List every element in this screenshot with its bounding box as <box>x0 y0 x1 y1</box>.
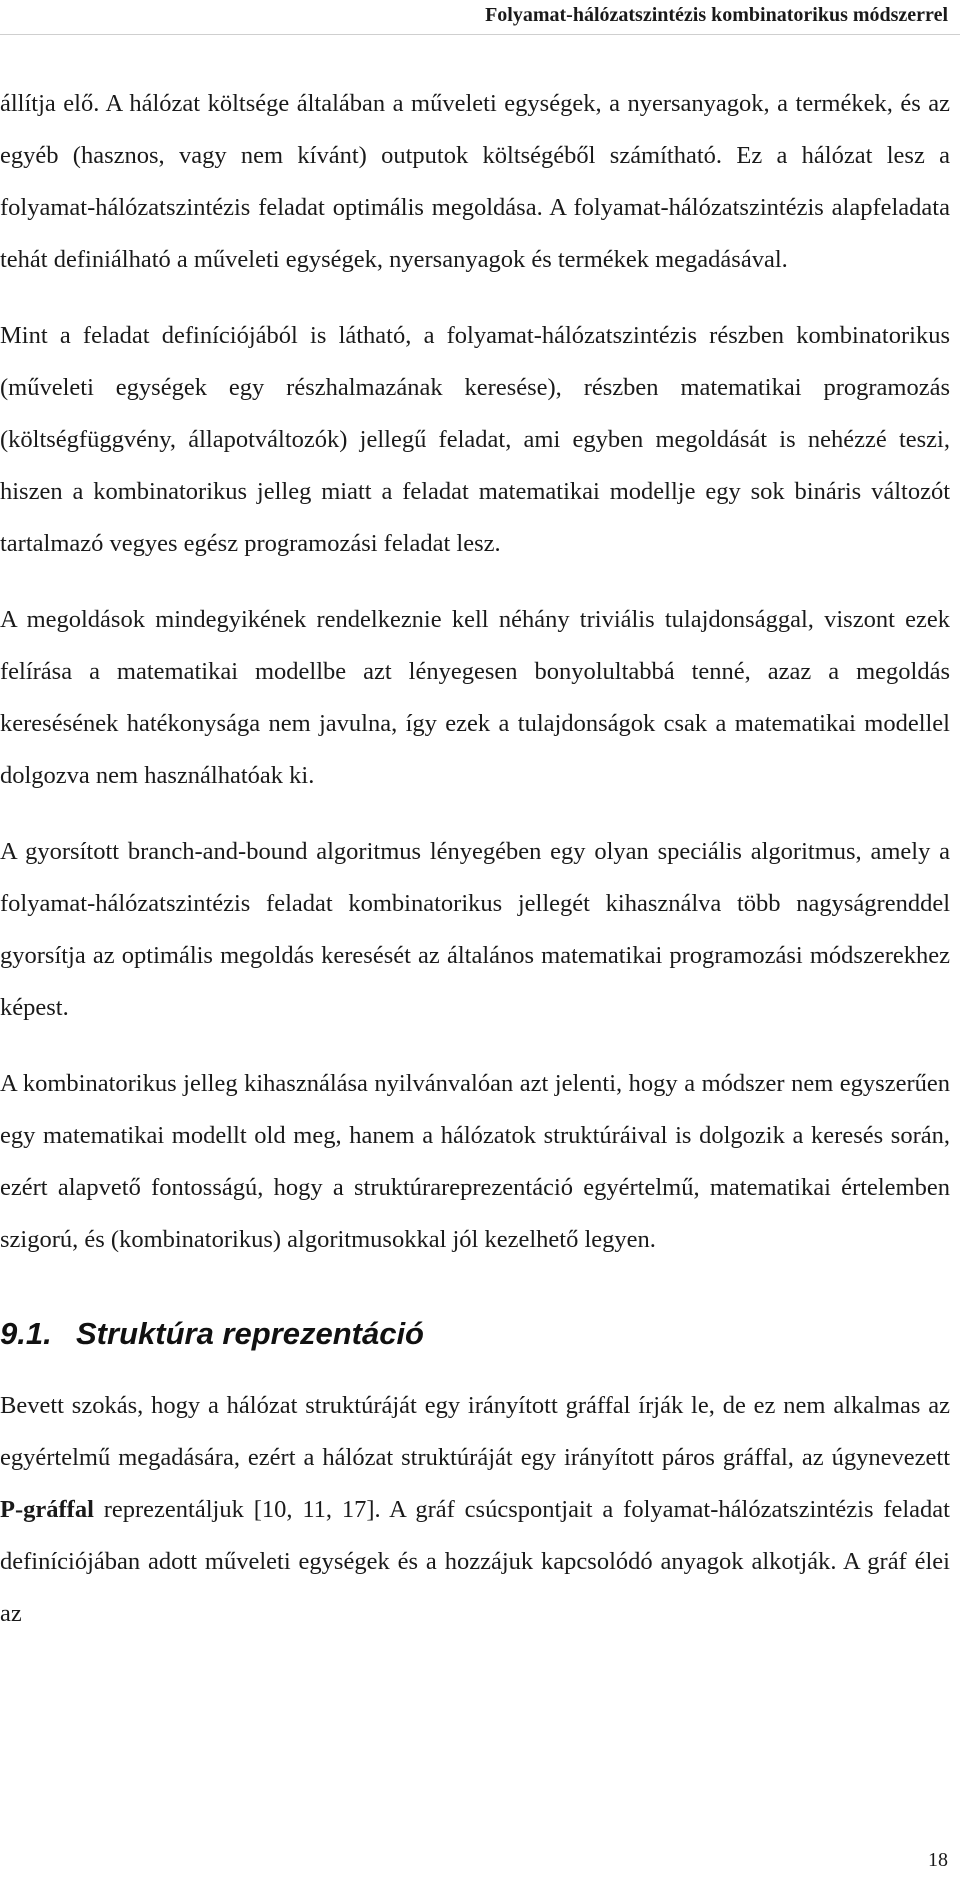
header-divider <box>0 34 960 35</box>
running-header: Folyamat-hálózatszintézis kombinatorikus módszerrel <box>485 4 948 26</box>
paragraph-6 <box>0 1380 950 1640</box>
section-heading <box>0 1314 950 1354</box>
paragraph-1: állítja elő. A hálózat költsége általában a műveleti egységek, a nyersanyagok, a termékek, és az egyéb (hasznos, vagy nem kívánt) outputok költségéből számítható. Ez a hálózat lesz a folyamat-hálózatszintézis feladat optimális megoldása. A folyamat-hálózatszintézis alapfeladata tehát definiálható a műveleti egységek, nyersanyagok és termékek megadásával. <box>0 90 950 273</box>
p-graph-term: P-gráffal <box>0 1496 94 1523</box>
page-number: 18 <box>928 1849 948 1871</box>
body-text <box>0 78 950 1664</box>
paragraph-2: Mint a feladat definíciójából is látható, a folyamat-hálózatszintézis részben kombinatorikus (műveleti egységek egy részhalmazának keresése), részben matematikai programozás (költségfüggvény, állapotváltozók) jellegű feladat, ami egyben megoldását is nehézzé teszi, hiszen a kombinatorikus jelleg miatt a feladat matematikai modellje egy sok bináris változót tartalmazó vegyes egész programozási feladat lesz. <box>0 322 950 557</box>
section-title: Struktúra reprezentáció <box>76 1316 424 1351</box>
paragraph-3: A megoldások mindegyikének rendelkeznie kell néhány triviális tulajdonsággal, viszont ezek felírása a matematikai modellbe azt lényegesen bonyolultabbá tenné, azaz a megoldás keresésének hatékonysága nem javulna, így ezek a tulajdonságok csak a matematikai modellel dolgozva nem használhatóak ki. <box>0 606 950 789</box>
paragraph-4: A gyorsított branch-and-bound algoritmus lényegében egy olyan speciális algoritmus, amely a folyamat-hálózatszintézis feladat kombinatorikus jellegét kihasználva több nagyságrenddel gyorsítja az optimális megoldás keresését az általános matematikai programozási módszerekhez képest. <box>0 838 950 1021</box>
paragraph-6-text-before: Bevett szokás, hogy a hálózat struktúráját egy irányított gráffal írják le, de ez nem alkalmas az egyértelmű megadására, ezért a hálózat struktúráját egy irányított páros gráffal, az úgynevezett <box>0 1392 950 1471</box>
section-number: 9.1. <box>0 1316 52 1351</box>
paragraph-6-text-after: reprezentáljuk [10, 11, 17]. A gráf csúcspontjait a folyamat-hálózatszintézis feladat definíciójában adott műveleti egységek és a hozzájuk kapcsolódó anyagok alkotják. A gráf élei az <box>0 1496 950 1627</box>
paragraph-5: A kombinatorikus jelleg kihasználása nyilvánvalóan azt jelenti, hogy a módszer nem egyszerűen egy matematikai modellt old meg, hanem a hálózatok struktúráival is dolgozik a keresés során, ezért alapvető fontosságú, hogy a struktúrareprezentáció egyértelmű, matematikai értelemben szigorú, és (kombinatorikus) algoritmusokkal jól kezelhető legyen. <box>0 1070 950 1253</box>
